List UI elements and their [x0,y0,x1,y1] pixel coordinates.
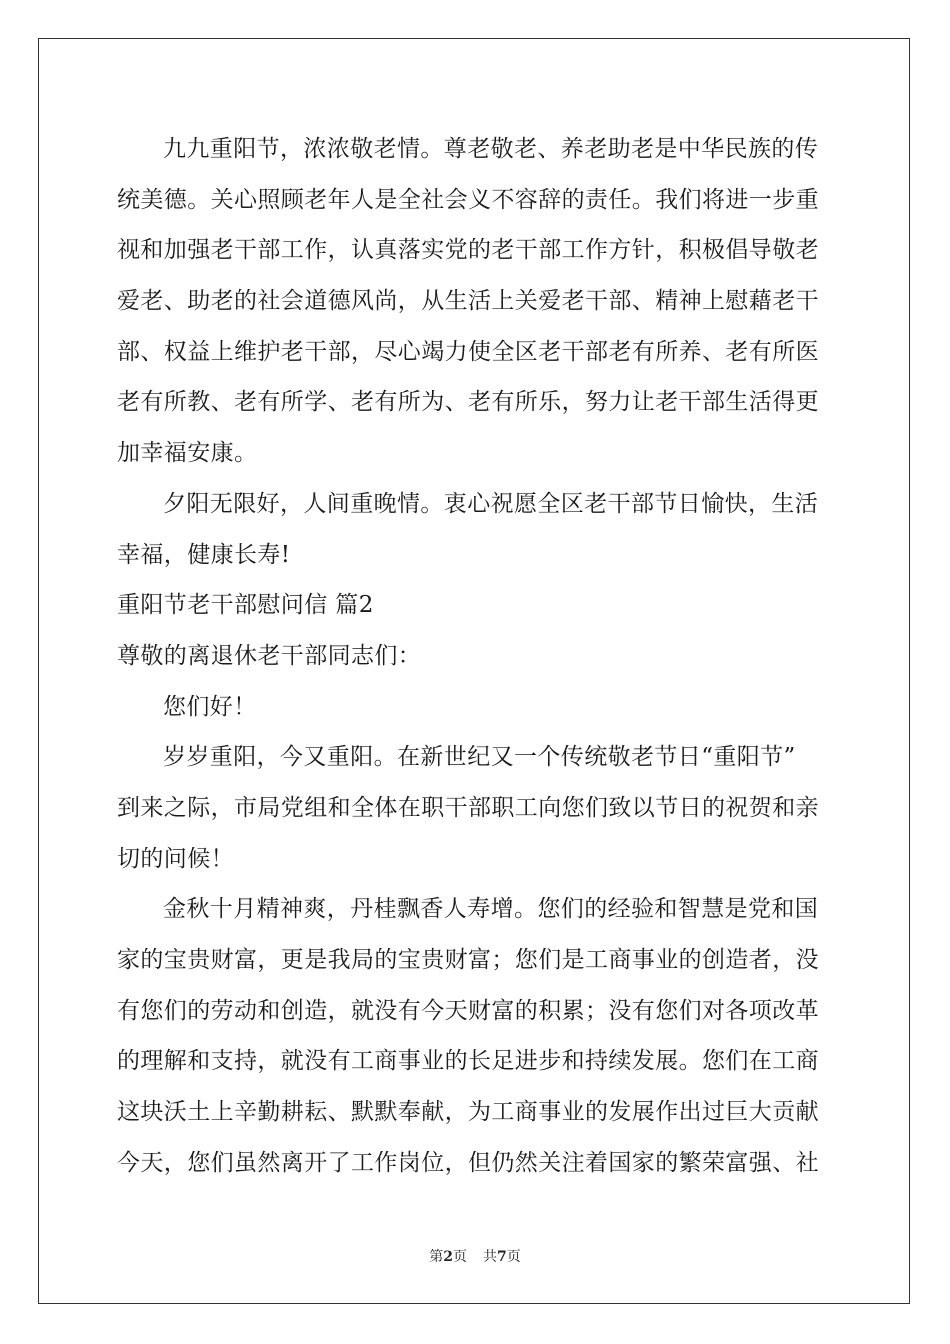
total-page-number: 7 [497,1249,507,1265]
body-line: 夕阳无限好，人间重晚情。衷心祝愿全区老干部节日愉快，生活 [163,490,819,517]
page-prefix: 第 [429,1249,444,1265]
body-line: 加幸福安康。 [117,440,258,467]
body-line: 老有所教、老有所学、老有所为、老有所乐，努力让老干部生活得更 [117,389,819,416]
body-line: 今天，您们虽然离开了工作岗位，但仍然关注着国家的繁荣富强、社 [117,1149,819,1176]
body-line: 的理解和支持，就没有工商事业的长足进步和持续发展。您们在工商 [117,1048,819,1075]
body-line: 金秋十月精神爽，丹桂飘香人寿增。您们的经验和智慧是党和国 [163,896,819,923]
page-suffix: 页 [453,1249,467,1265]
page-footer [0,1246,950,1266]
body-line: 这块沃土上辛勤耕耘、默默奉献，为工商事业的发展作出过巨大贡献 [117,1099,819,1126]
body-line: 岁岁重阳，今又重阳。在新世纪又一个传统敬老节日“重阳节” [163,744,796,771]
greeting: 您们好！ [163,693,257,720]
body-line: 有您们的劳动和创造，就没有今天财富的积累；没有您们对各项改革 [117,997,819,1024]
section-heading: 重阳节老干部慰问信 篇2 [117,592,374,619]
body-line: 家的宝贵财富，更是我局的宝贵财富；您们是工商事业的创造者，没 [117,947,819,973]
current-page-number: 2 [443,1249,453,1265]
body-line: 九九重阳节，浓浓敬老情。尊老敬老、养老助老是中华民族的传 [163,136,819,162]
document-body [117,124,837,1188]
body-line: 部、权益上维护老干部，尽心竭力使全区老干部老有所养、老有所医 [117,338,819,365]
total-suffix: 页 [506,1249,521,1265]
body-line: 切的问候！ [117,845,234,872]
body-line: 到来之际，市局党组和全体在职干部职工向您们致以节日的祝贺和亲 [117,794,819,821]
body-line: 统美德。关心照顾老年人是全社会义不容辞的责任。我们将进一步重 [117,186,819,213]
total-prefix: 共 [483,1249,497,1265]
body-line: 幸福，健康长寿! [117,541,291,568]
body-line: 爱老、助老的社会道德风尚，从生活上关爱老干部、精神上慰藉老干 [117,288,819,315]
body-line: 视和加强老干部工作，认真落实党的老干部工作方针，积极倡导敬老 [117,237,819,264]
salutation: 尊敬的离退休老干部同志们： [117,642,422,669]
